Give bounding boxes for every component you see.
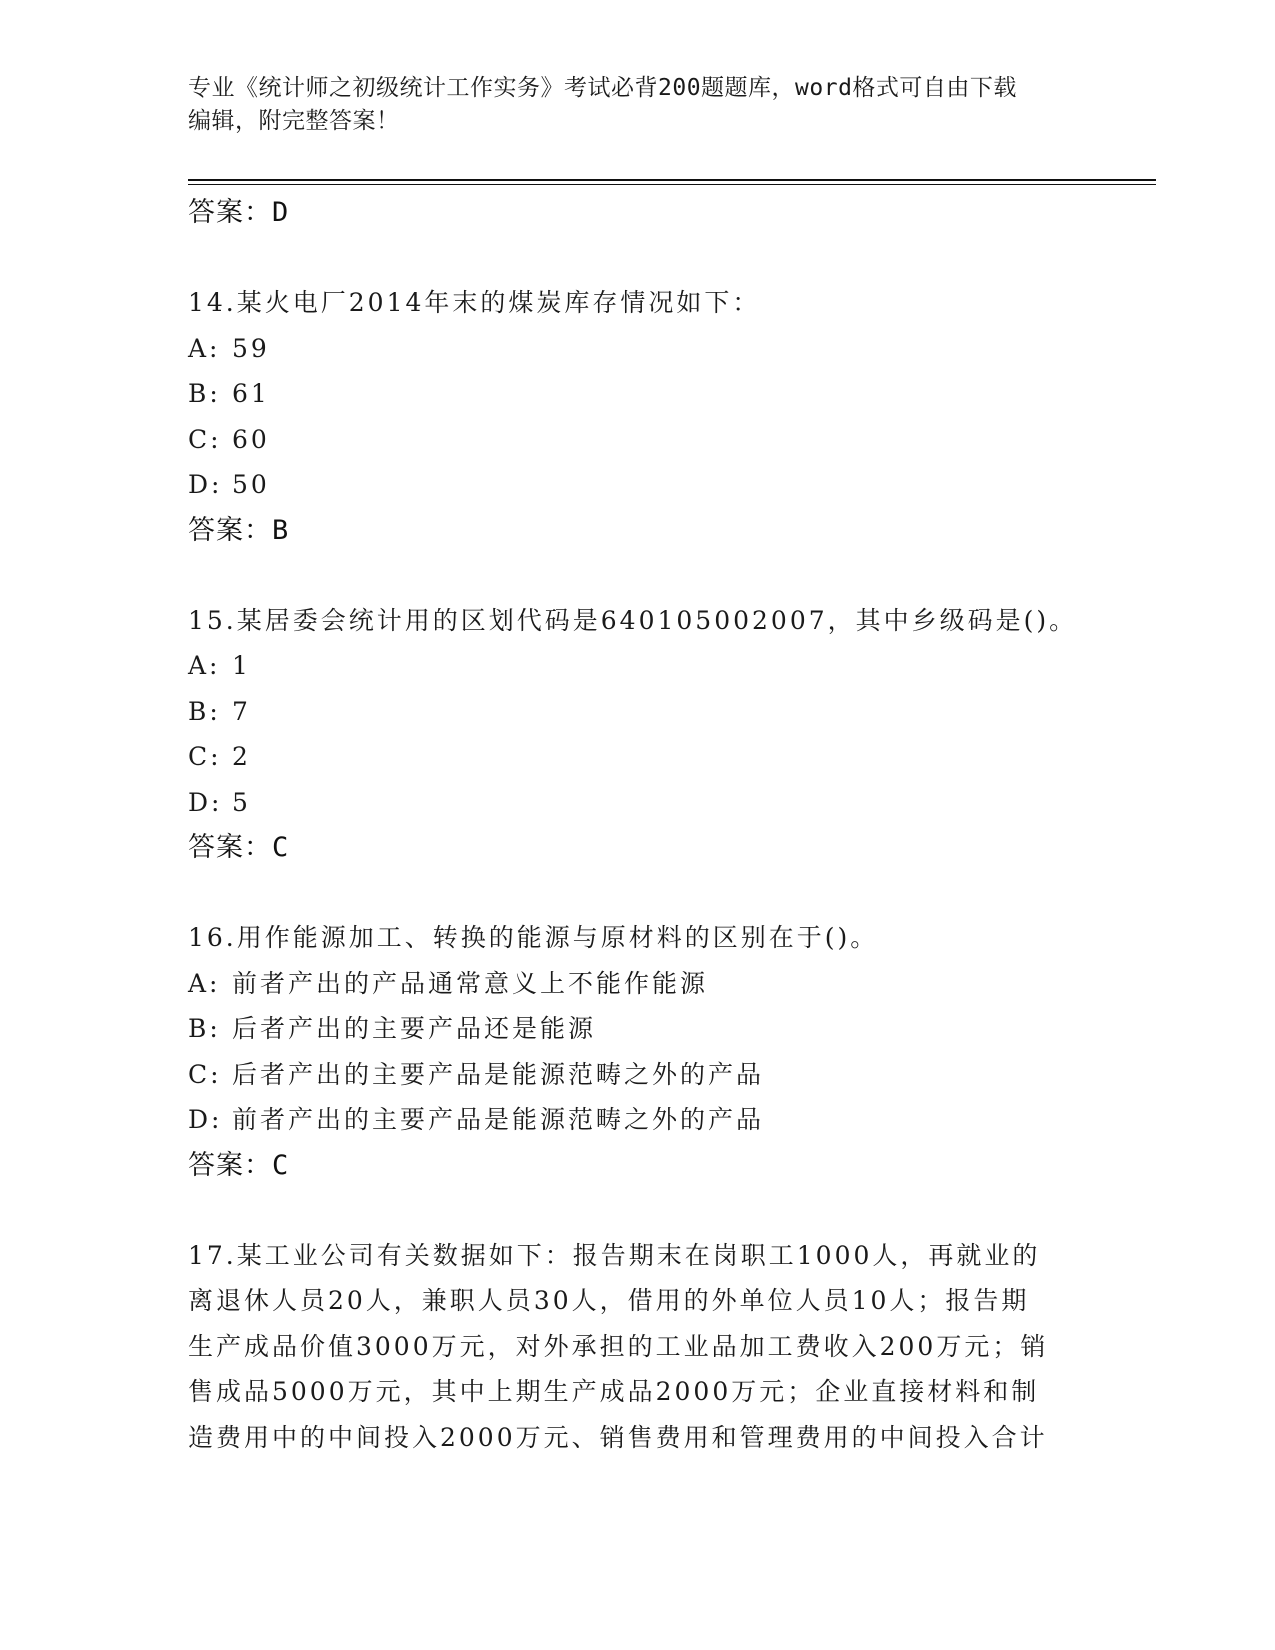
header-line-2: 编辑，附完整答案！ (188, 108, 400, 134)
question-16-option-a (188, 961, 1088, 1007)
question-16-option-c (188, 1052, 1088, 1098)
question-17-stem-line-2: 离退休人员20人，兼职人员30人，借用的外单位人员10人；报告期 (188, 1286, 1030, 1315)
question-17-stem-line-5: 造费用中的中间投入2000万元、销售费用和管理费用的中间投入合计 (188, 1422, 1048, 1452)
question-16-stem: 16.用作能源加工、转换的能源与原材料的区别在于()。 (188, 923, 879, 952)
option-letter: A: (188, 968, 221, 998)
question-15 (188, 598, 1088, 872)
question-17 (188, 1233, 1088, 1461)
option-letter: A: (188, 651, 221, 680)
spacer (188, 1189, 1088, 1233)
header-divider-thick (188, 179, 1156, 181)
header-line-1: 专业《统计师之初级统计工作实务》考试必背200题题库，word格式可自由下载 (188, 75, 1017, 101)
header-divider-thin (188, 184, 1156, 185)
option-text: 前者产出的产品通常意义上不能作能源 (232, 968, 709, 998)
question-14-option-c (188, 417, 1088, 463)
option-text: 后者产出的主要产品还是能源 (232, 1014, 597, 1043)
question-14-option-d (188, 462, 1088, 508)
answer-previous: 答案：D (188, 197, 290, 228)
question-14-option-b (188, 371, 1088, 417)
option-letter: B: (188, 696, 221, 726)
question-15-stem: 15.某居委会统计用的区划代码是640105002007，其中乡级码是()。 (188, 605, 1078, 635)
question-17-stem-line-4: 售成品5000万元，其中上期生产成品2000万元；企业直接材料和制 (188, 1377, 1040, 1406)
option-letter: A: (188, 333, 221, 363)
question-15-option-c (188, 734, 1088, 780)
question-15-option-d (188, 780, 1088, 826)
spacer (188, 236, 1088, 280)
option-text: 后者产出的主要产品是能源范畴之外的产品 (232, 1059, 765, 1089)
question-15-option-b (188, 689, 1088, 735)
spacer (188, 554, 1088, 598)
question-14-stem: 14.某火电厂2014年末的煤炭库存情况如下： (188, 288, 761, 317)
document-body (188, 190, 1088, 1460)
option-text: 前者产出的主要产品是能源范畴之外的产品 (232, 1105, 765, 1134)
option-letter: B: (188, 1014, 221, 1043)
question-17-stem-line-1: 17.某工业公司有关数据如下：报告期末在岗职工1000人，再就业的 (188, 1240, 1041, 1270)
question-14-option-a (188, 326, 1088, 372)
option-letter: C: (188, 1059, 222, 1089)
option-text: 60 (232, 424, 270, 454)
spacer (188, 871, 1088, 915)
option-letter: C: (188, 424, 222, 454)
question-17-stem-line-3: 生产成品价值3000万元，对外承担的工业品加工费收入200万元；销 (188, 1331, 1049, 1361)
question-16 (188, 915, 1088, 1189)
question-14 (188, 280, 1088, 554)
option-text: 1 (232, 651, 251, 680)
option-letter: D: (188, 470, 223, 499)
option-letter: D: (188, 787, 223, 817)
question-14-answer: 答案：B (188, 514, 290, 546)
question-16-option-d (188, 1097, 1088, 1143)
option-text: 50 (232, 470, 270, 499)
document-header (188, 72, 1088, 138)
option-letter: B: (188, 379, 221, 408)
option-text: 2 (232, 742, 251, 771)
option-text: 61 (232, 379, 270, 408)
question-15-option-a (188, 643, 1088, 689)
question-16-answer: 答案：C (188, 1149, 290, 1181)
option-text: 7 (232, 696, 251, 726)
question-15-answer: 答案：C (188, 832, 290, 863)
option-text: 5 (232, 787, 251, 817)
option-text: 59 (232, 333, 270, 363)
option-letter: C: (188, 742, 222, 771)
option-letter: D: (188, 1105, 223, 1134)
question-16-option-b (188, 1006, 1088, 1052)
